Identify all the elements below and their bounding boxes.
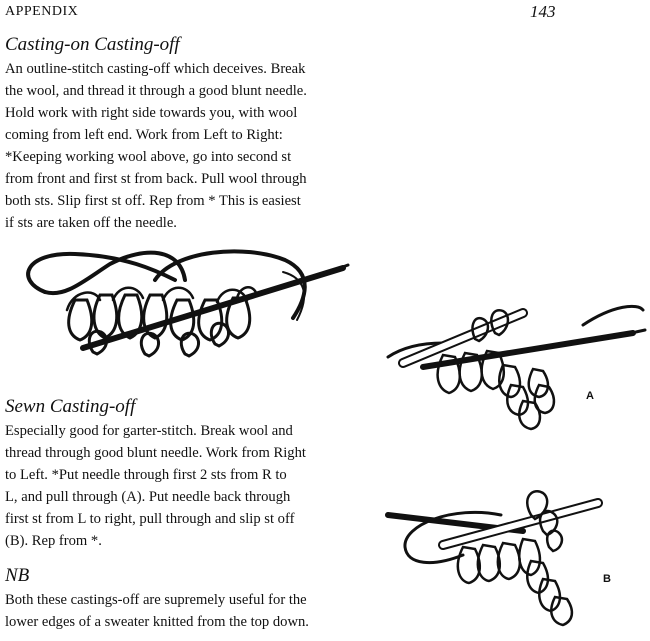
figure-a-label: A	[586, 390, 594, 402]
figure-b-label: B	[603, 573, 611, 585]
text-line: coming from left end. Work from Left to Right:	[5, 127, 283, 143]
text-line: Both these castings-off are supremely useful for the	[5, 592, 307, 608]
section-heading-nb: NB	[5, 565, 30, 586]
text-line: *Keeping working wool above, go into second st	[5, 149, 292, 165]
text-line: the wool, and thread it through a good blunt needle.	[5, 83, 307, 99]
text-line: (B). Rep from *.	[5, 533, 102, 549]
section-text-sewn-casting-off	[5, 420, 367, 552]
text-line: L, and pull through (A). Put needle back through	[5, 489, 291, 505]
text-line: first st from L to right, pull through and slip st off	[5, 511, 295, 527]
text-line: from front and first st from back. Pull wool through	[5, 171, 307, 187]
section-heading-sewn-casting-off: Sewn Casting-off	[5, 396, 136, 417]
section-text-casting-on-casting-off	[5, 58, 367, 234]
section-text-nb	[5, 589, 367, 633]
text-line: Hold work with right side towards you, with wool	[5, 105, 298, 121]
running-header: APPENDIX	[5, 4, 79, 19]
text-line: both sts. Slip first st off. Rep from * This is easiest	[5, 193, 301, 209]
text-line: to Left. *Put needle through first 2 sts from R to	[5, 467, 287, 483]
text-line: thread through good blunt needle. Work from Right	[5, 445, 306, 461]
text-line: lower edges of a sweater knitted from the top down.	[5, 614, 309, 630]
page-number: 143	[530, 2, 556, 21]
section-heading-casting-on-casting-off: Casting-on Casting-off	[5, 34, 180, 55]
text-line: if sts are taken off the needle.	[5, 215, 177, 231]
text-line: Especially good for garter-stitch. Break wool and	[5, 423, 293, 439]
figure-a-illustration	[383, 285, 648, 445]
text-line: An outline-stitch casting-off which deceives. Break	[5, 61, 306, 77]
outline-stitch-illustration	[5, 240, 350, 365]
figure-b-illustration	[383, 485, 648, 635]
